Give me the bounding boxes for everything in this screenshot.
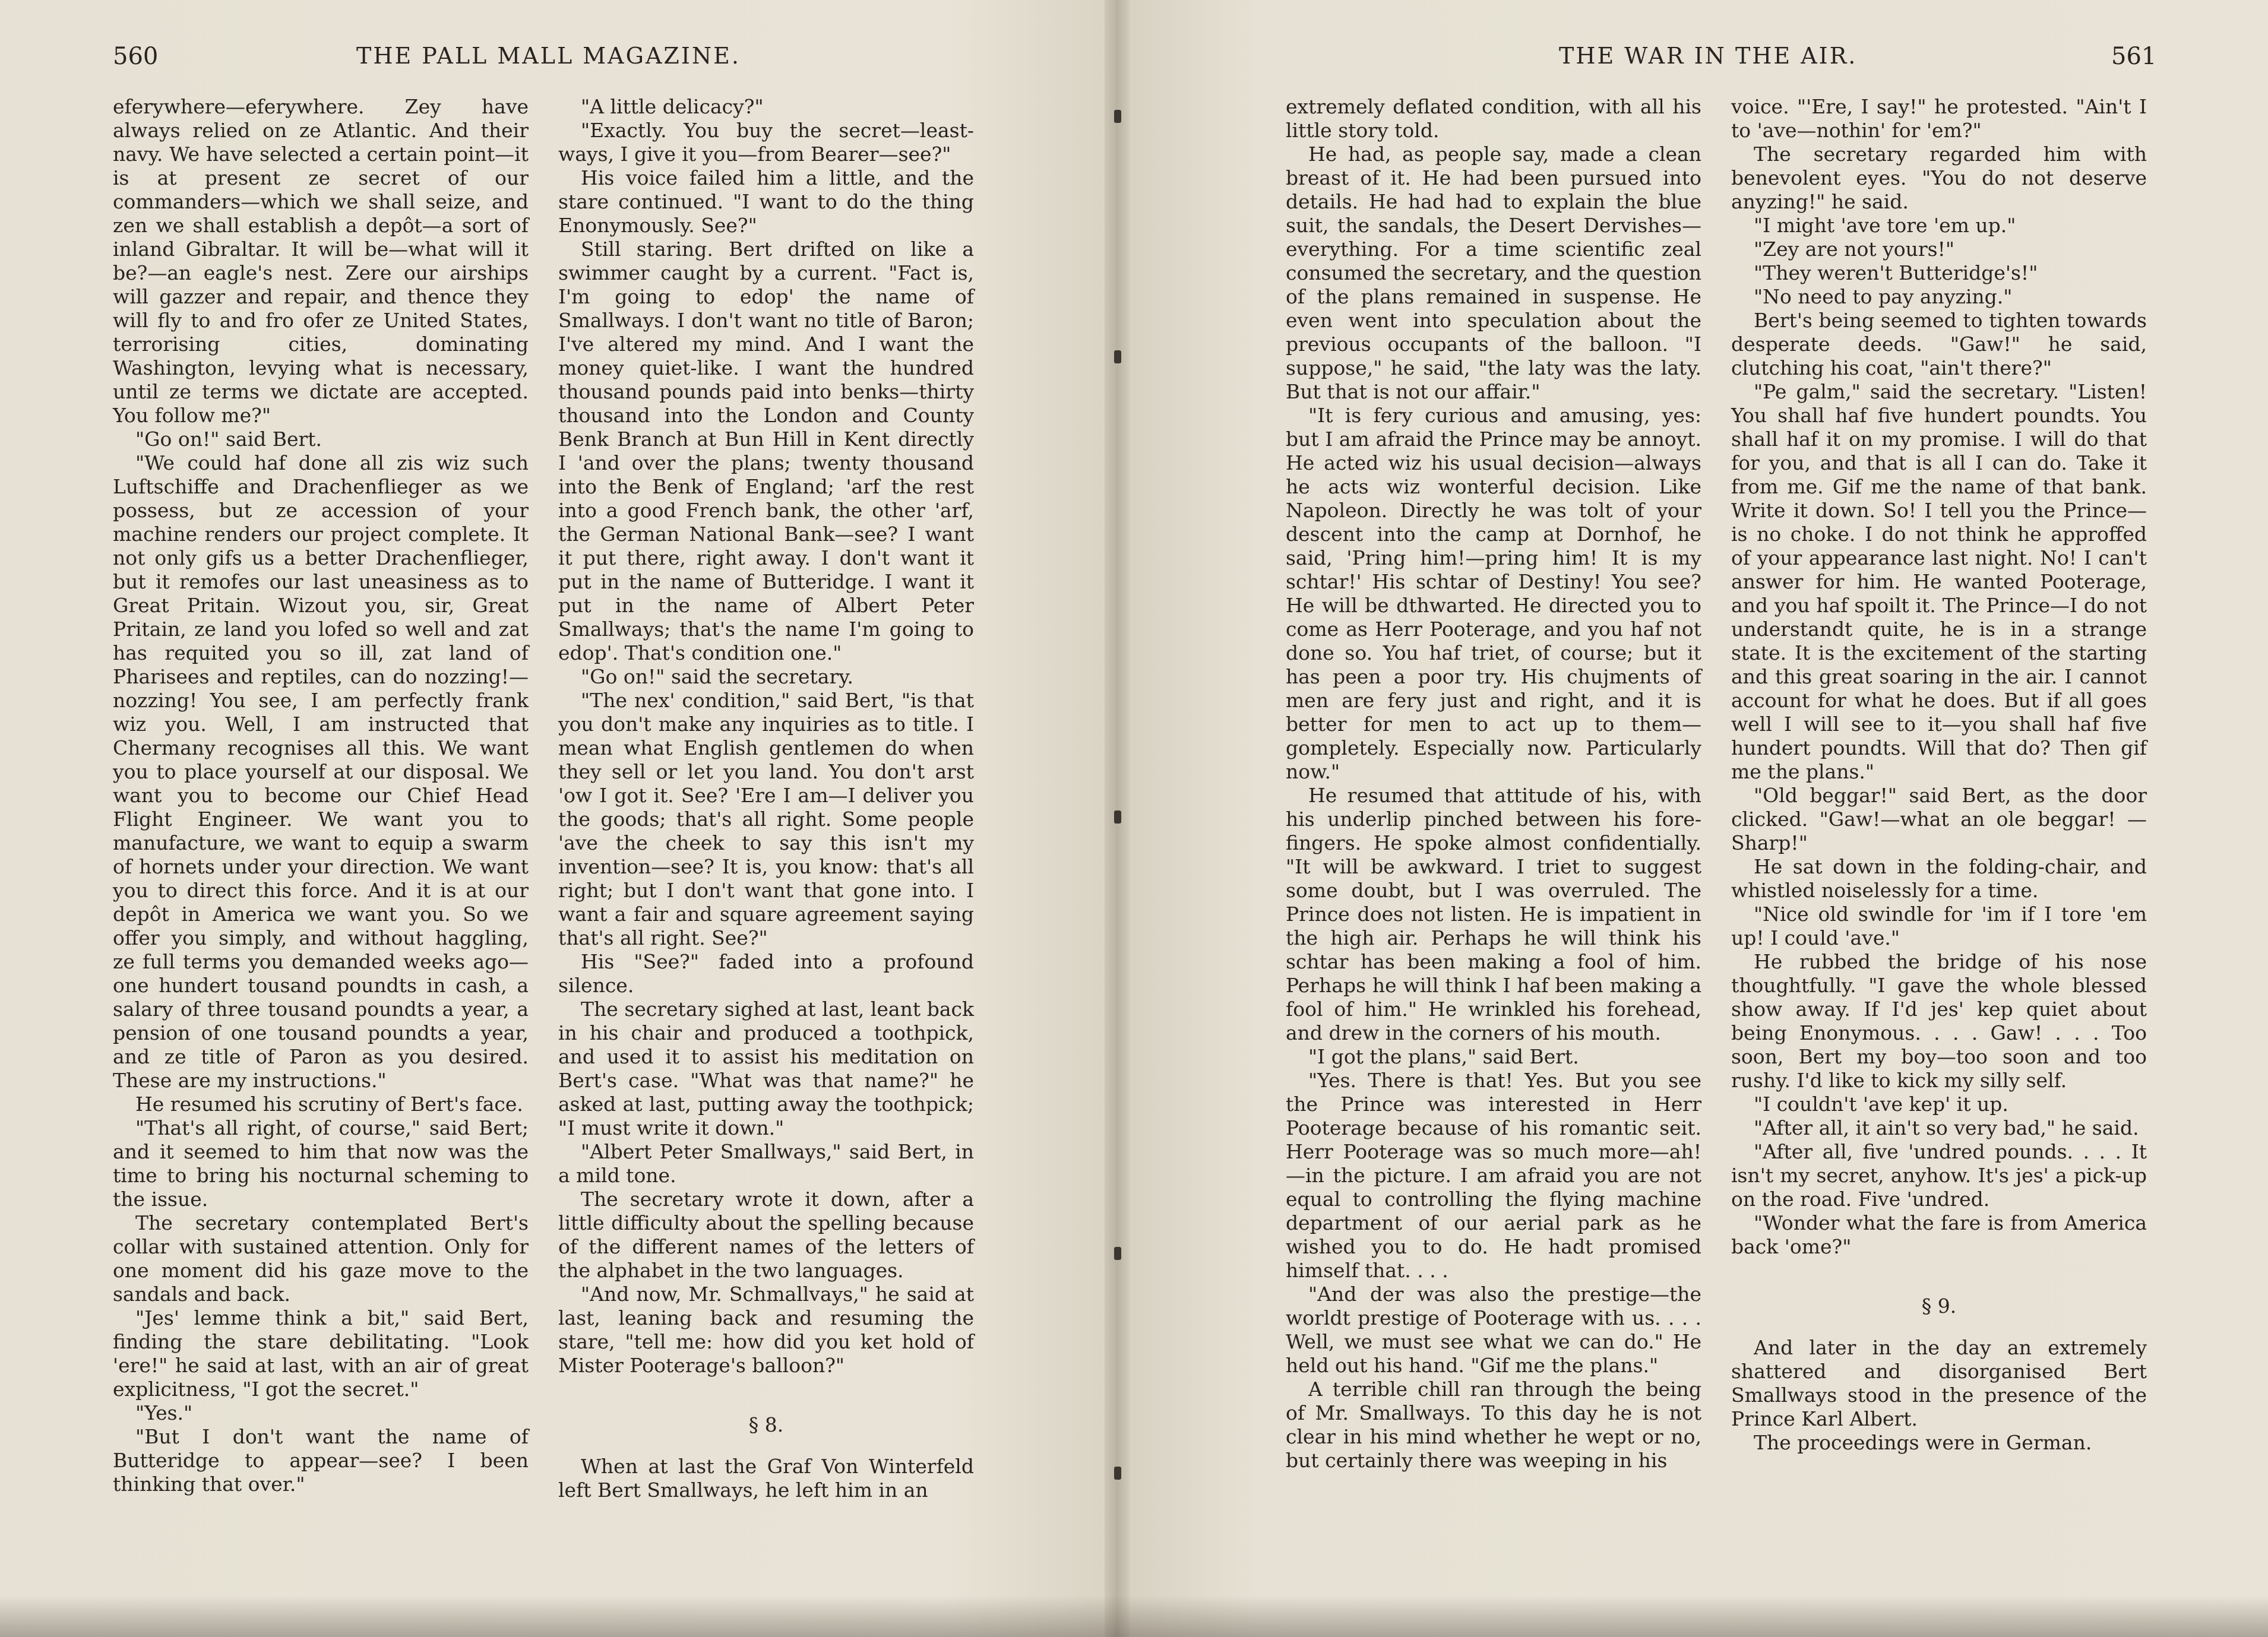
paragraph: His voice failed him a little, and the stare continued. "I want to do the thing Enonymously. See?"	[558, 166, 974, 237]
paragraph: "After all, five 'undred pounds. . . . It isn't my secret, anyhow. It's jes' a pick-up on the road. Five 'undred.	[1731, 1140, 2147, 1211]
section-heading: § 8.	[748, 1413, 784, 1436]
paragraph: "And now, Mr. Schmallvays," he said at last, leaning back and resuming the stare, "tell me: how did you ket hold of Mister Pooterage's balloon?"	[558, 1283, 974, 1377]
paragraph: "Old beggar!" said Bert, as the door clicked. "Gaw!—what an ole beggar! —Sharp!"	[1731, 784, 2147, 854]
paragraph: "Pe galm," said the secretary. "Listen! You shall haf five hundert poundts. You shall haf it on my promise. I will do that for you, and that is all I can do. Take it from me. Gif me the name of that bank. Write it down. So! I tell you the Prince—is no choke. I do not think he approffed of your appearance last night. No! I can't answer for him. He wanted Pooterage, and you haf spoilt it. The Prince—I do not understandt quite, he is in a strange state. It is the excitement of the starting and this great soaring in the air. I cannot account for what he does. But if all goes well I will see to it—you shall haf five hundert poundts. Will that do? Then gif me the plans."	[1731, 380, 2147, 783]
running-head-left: THE PALL MALL MAGAZINE.	[356, 43, 741, 69]
paragraph: "After all, it ain't so very bad," he said.	[1754, 1116, 2139, 1139]
paragraph: He resumed his scrutiny of Bert's face.	[135, 1093, 523, 1116]
binding-stitch	[1114, 1247, 1121, 1260]
paragraph: "Zey are not yours!"	[1754, 238, 1955, 261]
paragraph: The secretary wrote it down, after a little difficulty about the spelling because of the different names of the letters of the alphabet in the two languages.	[558, 1188, 974, 1282]
paragraph: The secretary contemplated Bert's collar with sustained attention. Only for one moment did his gaze move to the sandals and back.	[113, 1211, 529, 1306]
binding-stitch	[1114, 350, 1121, 363]
paragraph: extremely deflated condition, with all his little story told.	[1286, 95, 1701, 142]
paragraph: A terrible chill ran through the being of Mr. Smallways. To this day he is not clear in his mind whether he wept or no, but certainly there was weeping in his	[1286, 1378, 1701, 1472]
paragraph: "I got the plans," said Bert.	[1308, 1045, 1579, 1068]
paragraph: "A little delicacy?"	[581, 95, 764, 118]
paragraph: "Go on!" said the secretary.	[581, 665, 853, 688]
paragraph: "Nice old swindle for 'im if I tore 'em up! I could 'ave."	[1731, 903, 2147, 949]
paragraph: "The nex' condition," said Bert, "is that you don't make any inquiries as to title. I mean what English gentlemen do when they sell or let you land. You don't arst 'ow I got it. See? 'Ere I am—I deliver you the goods; that's all right. Some people 'ave the cheek to say this isn't my invention—see? It is, you know: that's all right; but I don't want that gone into. I want a fair and square agreement saying that's all right. See?"	[558, 689, 974, 949]
paragraph: The secretary sighed at last, leant back in his chair and produced a toothpick, and used it to assist his meditation on Bert's case. "What was that name?" he asked at last, putting away the toothpick; "I must write it down."	[558, 998, 974, 1139]
paragraph: He resumed that attitude of his, with his underlip pinched between his fore-fingers. He spoke almost confidentially. "It will be awkward. I triet to suggest some doubt, but I was overruled. The Prince does not listen. He is impatient in the high air. Perhaps he will think his schtar has been making a fool of him. Perhaps he will think I haf been making a fool of him." He wrinkled his forehead, and drew in the corners of his mouth.	[1286, 784, 1701, 1044]
paragraph: The secretary regarded him with benevolent eyes. "You do not deserve anyzing!" he said.	[1731, 143, 2147, 213]
binding-stitch	[1114, 810, 1121, 824]
paragraph: "Exactly. You buy the secret—least-ways, I give it you—from Bearer—see?"	[558, 119, 974, 166]
paragraph: "They weren't Butteridge's!"	[1754, 261, 2038, 284]
binding-stitch	[1114, 110, 1121, 123]
paragraph: "I might 'ave tore 'em up."	[1754, 214, 2016, 237]
page-bottom-shadow	[0, 1595, 2268, 1637]
paragraph: voice. "'Ere, I say!" he protested. "Ain't I to 'ave—nothin' for 'em?"	[1731, 95, 2147, 142]
binding-stitch	[1114, 1467, 1121, 1480]
paragraph: When at last the Graf Von Winterfeld left Bert Smallways, he left him in an	[558, 1455, 974, 1502]
paragraph: "Yes. There is that! Yes. But you see the Prince was interested in Herr Pooterage because of his romantic seit. Herr Pooterage was so much more—ah!—in the picture. I am afraid you are not equal to controlling the flying machine department of our aerial park as he wished you to do. He hadt promised himself that. . . .	[1286, 1069, 1701, 1282]
paragraph: "Albert Peter Smallways," said Bert, in a mild tone.	[558, 1140, 974, 1187]
column-3	[1286, 95, 1701, 1473]
section-heading: § 9.	[1921, 1294, 1957, 1318]
paragraph: "I couldn't 'ave kep' it up.	[1754, 1093, 2008, 1116]
left-page	[0, 0, 1116, 1637]
paragraph: "And der was also the prestige—the worldt prestige of Pooterage with us. . . . Well, we must see what we can do." He held out his hand. "Gif me the plans."	[1286, 1283, 1701, 1377]
paragraph: "That's all right, of course," said Bert; and it seemed to him that now was the time to bring his nocturnal scheming to the issue.	[113, 1116, 529, 1211]
paragraph: "We could haf done all zis wiz such Luftschiffe and Drachenflieger as we possess, but ze accession of your machine renders our project complete. It not only gifs us a better Drachenflieger, but it remofes our last uneasiness as to Great Pritain. Wizout you, sir, Great Pritain, ze land you lofed so well and zat has requited you so ill, zat land of Pharisees and reptiles, can do nozzing!—nozzing! You see, I am perfectly frank wiz you. Well, I am instructed that Chermany recognises all this. We want you to place yourself at our disposal. We want you to become our Chief Head Flight Engineer. We want you to manufacture, we want to equip a swarm of hornets under your direction. We want you to direct this force. And it is at our depôt in America we want you. So we offer you simply, and without haggling, ze full terms you demanded weeks ago—one hundert tousand poundts in cash, a salary of three tousand poundts a year, a pension of one tousand poundts a year, and ze title of Paron as you desired. These are my instructions."	[113, 451, 529, 1092]
running-head-right: THE WAR IN THE AIR.	[1559, 43, 1858, 69]
paragraph: The proceedings were in German.	[1754, 1431, 2092, 1454]
paragraph: "Yes."	[135, 1401, 193, 1424]
paragraph: "Wonder what the fare is from America back 'ome?"	[1731, 1211, 2147, 1258]
paragraph: His "See?" faded into a profound silence.	[558, 950, 974, 997]
column-1	[113, 95, 529, 1496]
paragraph: And later in the day an extremely shattered and disorganised Bert Smallways stood in the presence of the Prince Karl Albert.	[1731, 1336, 2147, 1430]
paragraph: "Go on!" said Bert.	[135, 428, 322, 451]
page-number-right: 561	[2111, 43, 2157, 70]
paragraph: Bert's being seemed to tighten towards desperate deeds. "Gaw!" he said, clutching his coat, "ain't there?"	[1731, 309, 2147, 379]
paragraph: "No need to pay anyzing."	[1754, 285, 2013, 308]
column-2	[558, 95, 974, 1502]
paragraph: He had, as people say, made a clean breast of it. He had been pursued into details. He had had to explain the blue suit, the sandals, the Desert Dervishes—everything. For a time scientific zeal consumed the secretary, and the question of the plans remained in suspense. He even went into speculation about the previous occupants of the balloon. "I suppose," he said, "the laty was the laty. But that is not our affair."	[1286, 143, 1701, 403]
paragraph: He sat down in the folding-chair, and whistled noiselessly for a time.	[1731, 855, 2147, 902]
paragraph: Still staring. Bert drifted on like a swimmer caught by a current. "Fact is, I'm going to edop' the name of Smallways. I don't want no title of Baron; I've altered my mind. And I want the money quiet-like. I want the hundred thousand pounds paid into benks—thirty thousand into the London and County Benk Branch at Bun Hill in Kent directly I 'and over the plans; twenty thousand into the Benk of England; 'arf the rest into a good French bank, the other 'arf, the German National Bank—see? I want it put there, right away. I don't want it put in the name of Butteridge. I want it put in the name of Albert Peter Smallways; that's the name I'm going to edop'. That's condition one."	[558, 238, 974, 664]
column-4	[1731, 95, 2147, 1455]
paragraph: "It is fery curious and amusing, yes: but I am afraid the Prince may be annoyt. He acted wiz his usual decision—always he acts wiz wonterful decision. Like Napoleon. Directly he was tolt of your descent into the camp at Dornhof, he said, 'Pring him!—pring him! It is my schtar!' His schtar of Destiny! You see? He will be dthwarted. He directed you to come as Herr Pooterage, and you haf not done so. You haf triet, of course; but it has peen a poor try. His chujments of men are fery just and right, and it is better for men to act up to them—gompletely. Especially now. Particularly now."	[1286, 404, 1701, 783]
right-page	[1116, 0, 2268, 1637]
paragraph: "But I don't want the name of Butteridge to appear—see? I been thinking that over."	[113, 1425, 529, 1496]
paragraph: eferywhere—eferywhere. Zey have always relied on ze Atlantic. And their navy. We have selected a certain point—it is at present ze secret of our commanders—which we shall seize, and zen we shall establish a depôt—a sort of inland Gibraltar. It will be—what will it be?—an eagle's nest. Zere our airships will gazzer and repair, and thence they will fly to and fro ofer ze United States, terrorising cities, dominating Washington, levying what is necessary, until ze terms we dictate are accepted. You follow me?"	[113, 95, 529, 427]
paragraph: He rubbed the bridge of his nose thoughtfully. "I gave the whole blessed show away. If I'd jes' kep quiet about being Enonymous. . . . Gaw! . . . Too soon, Bert my boy—too soon and too rushy. I'd like to kick my silly self.	[1731, 950, 2147, 1092]
paragraph: "Jes' lemme think a bit," said Bert, finding the stare debilitating. "Look 'ere!" he said at last, with an air of great explicitness, "I got the secret."	[113, 1306, 529, 1401]
page-number-left: 560	[113, 43, 159, 70]
